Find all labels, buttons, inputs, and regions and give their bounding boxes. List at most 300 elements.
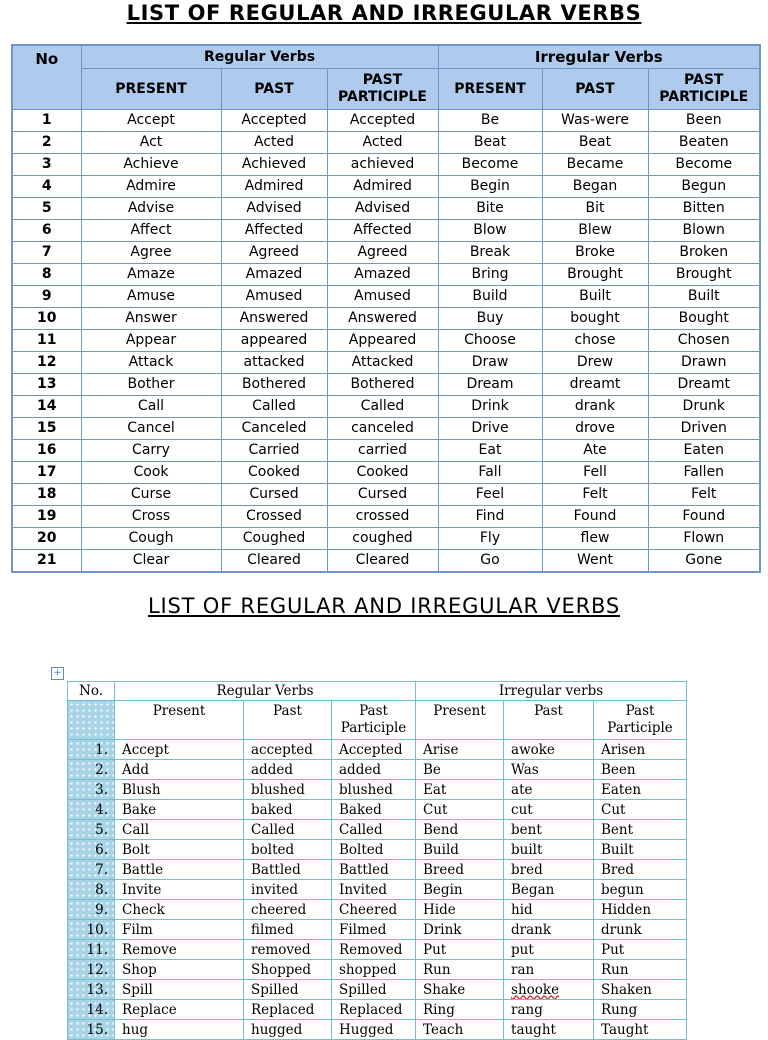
table-cell: begun — [594, 880, 687, 900]
table-cell: Was-were — [542, 110, 648, 132]
table-cell: Accepted — [332, 740, 416, 760]
table-cell: drunk — [594, 920, 687, 940]
table-row — [68, 920, 687, 940]
table-cell: Arisen — [594, 740, 687, 760]
table-cell: Bought — [648, 308, 760, 330]
table-cell: Filmed — [332, 920, 416, 940]
table-cell: built — [504, 840, 594, 860]
table-cell: Hidden — [594, 900, 687, 920]
table-row — [12, 352, 760, 374]
table-cell: Found — [648, 506, 760, 528]
table-row — [12, 330, 760, 352]
table-row — [68, 980, 687, 1000]
row-number: 20 — [12, 528, 81, 550]
table-cell: Shopped — [244, 960, 332, 980]
table-cell: Cook — [81, 462, 221, 484]
table-cell: cheered — [244, 900, 332, 920]
table-cell: ran — [504, 960, 594, 980]
table-cell: Bothered — [327, 374, 438, 396]
table-cell: Advised — [327, 198, 438, 220]
table-cell: Brought — [648, 264, 760, 286]
table-cell: Admired — [221, 176, 327, 198]
table-cell: Cooked — [221, 462, 327, 484]
table-cell: Shaken — [594, 980, 687, 1000]
table-cell: blushed — [332, 780, 416, 800]
table-cell: Cancel — [81, 418, 221, 440]
table-cell: Accepted — [221, 110, 327, 132]
table-cell: awoke — [504, 740, 594, 760]
table-row — [12, 264, 760, 286]
table-cell: Attack — [81, 352, 221, 374]
row-number: 6. — [68, 840, 115, 860]
table-cell: Cut — [416, 800, 504, 820]
table-cell: Went — [542, 550, 648, 573]
irregular-verbs-header: Irregular Verbs — [438, 45, 760, 69]
row-number: 17 — [12, 462, 81, 484]
column-header: PRESENT — [438, 69, 542, 110]
table-cell: Became — [542, 154, 648, 176]
row-number: 4 — [12, 176, 81, 198]
table-cell: Blush — [115, 780, 244, 800]
row-number: 8. — [68, 880, 115, 900]
table-cell: Affected — [327, 220, 438, 242]
table-cell: Amazed — [221, 264, 327, 286]
table-cell: Bolt — [115, 840, 244, 860]
table-cell: Drawn — [648, 352, 760, 374]
table-cell: Draw — [438, 352, 542, 374]
table-cell: Canceled — [221, 418, 327, 440]
table-cell: crossed — [327, 506, 438, 528]
table-cell: Become — [648, 154, 760, 176]
table-row — [68, 860, 687, 880]
table-cell: Replaced — [244, 1000, 332, 1020]
table-cell: Agree — [81, 242, 221, 264]
table-cell: Answer — [81, 308, 221, 330]
row-number: 18 — [12, 484, 81, 506]
row-number: 15. — [68, 1020, 115, 1040]
table-row — [68, 960, 687, 980]
row-number: 21 — [12, 550, 81, 573]
table-cell: taught — [504, 1020, 594, 1040]
row-number: 16 — [12, 440, 81, 462]
table-cell: Beaten — [648, 132, 760, 154]
table-cell: canceled — [327, 418, 438, 440]
row-number: 12. — [68, 960, 115, 980]
table-cell: put — [504, 940, 594, 960]
table-row — [68, 880, 687, 900]
row-number: 13. — [68, 980, 115, 1000]
table-row — [12, 110, 760, 132]
table-cell: Built — [648, 286, 760, 308]
table-cell: dreamt — [542, 374, 648, 396]
table-cell: drove — [542, 418, 648, 440]
table-cell: Act — [81, 132, 221, 154]
table-cell: Called — [327, 396, 438, 418]
table-cell: Spilled — [244, 980, 332, 1000]
table-cell: hid — [504, 900, 594, 920]
row-number: 1 — [12, 110, 81, 132]
row-number: 4. — [68, 800, 115, 820]
table-cell: Eat — [416, 780, 504, 800]
table-cell: Driven — [648, 418, 760, 440]
table-cell: Fall — [438, 462, 542, 484]
table-cell: Replace — [115, 1000, 244, 1020]
table-cell: Removed — [332, 940, 416, 960]
table-cell: Drink — [438, 396, 542, 418]
table-cell: Dream — [438, 374, 542, 396]
table-cell: Be — [438, 110, 542, 132]
table-cell: Built — [594, 840, 687, 860]
table-cell: Check — [115, 900, 244, 920]
table-cell: Put — [594, 940, 687, 960]
table-cell: Achieve — [81, 154, 221, 176]
regular-verbs-header: Regular Verbs — [115, 682, 416, 701]
table-cell: Been — [594, 760, 687, 780]
table-cell: Accepted — [327, 110, 438, 132]
row-number: 1. — [68, 740, 115, 760]
table-row — [12, 132, 760, 154]
table-cell: Begin — [416, 880, 504, 900]
table-cell: Admired — [327, 176, 438, 198]
table-cell: Drink — [416, 920, 504, 940]
table-cell: Amazed — [327, 264, 438, 286]
table-row — [12, 506, 760, 528]
table-cell: Begin — [438, 176, 542, 198]
table-cell: Invited — [332, 880, 416, 900]
table-cell: Bend — [416, 820, 504, 840]
table-cell: chose — [542, 330, 648, 352]
table-cell: bolted — [244, 840, 332, 860]
table-cell: Hugged — [332, 1020, 416, 1040]
no-column-blank — [68, 701, 115, 740]
table-cell: Flown — [648, 528, 760, 550]
table-cell: Began — [542, 176, 648, 198]
table-cell: Chosen — [648, 330, 760, 352]
row-number: 8 — [12, 264, 81, 286]
table-cell: shopped — [332, 960, 416, 980]
table-cell: Battled — [332, 860, 416, 880]
table-cell: Began — [504, 880, 594, 900]
table-cell: bought — [542, 308, 648, 330]
table-cell: Called — [244, 820, 332, 840]
column-header: Past Participle — [594, 701, 687, 740]
table-cell: Was — [504, 760, 594, 780]
table-cell: Replaced — [332, 1000, 416, 1020]
table-cell: Cross — [81, 506, 221, 528]
table-cell: coughed — [327, 528, 438, 550]
table-row — [68, 900, 687, 920]
table-cell: bent — [504, 820, 594, 840]
table-cell: ate — [504, 780, 594, 800]
table-cell: Spilled — [332, 980, 416, 1000]
table-cell: Coughed — [221, 528, 327, 550]
row-number: 7. — [68, 860, 115, 880]
table-cell: Been — [648, 110, 760, 132]
table-cell: Eat — [438, 440, 542, 462]
table-cell: Film — [115, 920, 244, 940]
column-header: PAST PARTICIPLE — [327, 69, 438, 110]
table-cell: Build — [438, 286, 542, 308]
table-cell: Beat — [438, 132, 542, 154]
table-row — [68, 800, 687, 820]
table-cell: Fell — [542, 462, 648, 484]
table-cell: Become — [438, 154, 542, 176]
table-cell: Beat — [542, 132, 648, 154]
table-cell: Feel — [438, 484, 542, 506]
table-cell: Curse — [81, 484, 221, 506]
no-column-header: No. — [68, 682, 115, 701]
table-cell: Battled — [244, 860, 332, 880]
row-number: 10. — [68, 920, 115, 940]
table-row — [12, 550, 760, 573]
table-cell: Amaze — [81, 264, 221, 286]
table-cell: Accept — [115, 740, 244, 760]
row-number: 2 — [12, 132, 81, 154]
table-cell: Battle — [115, 860, 244, 880]
row-number: 5 — [12, 198, 81, 220]
table-cell: Bolted — [332, 840, 416, 860]
table-row — [12, 396, 760, 418]
table-row — [12, 154, 760, 176]
row-number: 19 — [12, 506, 81, 528]
table-row — [12, 286, 760, 308]
table-cell: baked — [244, 800, 332, 820]
table-cell: Amused — [327, 286, 438, 308]
verbs-table-2 — [67, 681, 687, 1040]
table-cell: Cursed — [327, 484, 438, 506]
table-cell: carried — [327, 440, 438, 462]
table-cell: drank — [542, 396, 648, 418]
table-cell: Run — [416, 960, 504, 980]
table-cell: Break — [438, 242, 542, 264]
row-number: 6 — [12, 220, 81, 242]
table-cell: Agreed — [221, 242, 327, 264]
table-row — [68, 940, 687, 960]
column-header: Present — [416, 701, 504, 740]
column-header: Past — [244, 701, 332, 740]
table-cell: Advise — [81, 198, 221, 220]
table-cell: Affect — [81, 220, 221, 242]
table-cell: Bred — [594, 860, 687, 880]
table-cell: blushed — [244, 780, 332, 800]
table-cell: Drew — [542, 352, 648, 374]
table-cell: drank — [504, 920, 594, 940]
table-cell: Agreed — [327, 242, 438, 264]
table-cell: accepted — [244, 740, 332, 760]
table-row — [12, 462, 760, 484]
table-row — [68, 1020, 687, 1040]
table-cell: Cursed — [221, 484, 327, 506]
table-cell: Fallen — [648, 462, 760, 484]
table-cell: Gone — [648, 550, 760, 573]
column-header: PAST PARTICIPLE — [648, 69, 760, 110]
table-cell: Crossed — [221, 506, 327, 528]
row-number: 15 — [12, 418, 81, 440]
table-cell: Remove — [115, 940, 244, 960]
table-cell: Hide — [416, 900, 504, 920]
table-cell: Drive — [438, 418, 542, 440]
table-cell: Called — [221, 396, 327, 418]
table-row — [12, 308, 760, 330]
section-title: LIST OF REGULAR AND IRREGULAR VERBS — [148, 594, 620, 618]
table-cell: Acted — [327, 132, 438, 154]
table-cell: Amuse — [81, 286, 221, 308]
column-header: Past — [504, 701, 594, 740]
table-cell: Bent — [594, 820, 687, 840]
table-cell: Fly — [438, 528, 542, 550]
table-cell: Broken — [648, 242, 760, 264]
table-row — [12, 176, 760, 198]
table-cell: removed — [244, 940, 332, 960]
table-cell: Cleared — [221, 550, 327, 573]
table-cell: Add — [115, 760, 244, 780]
table-cell: Achieved — [221, 154, 327, 176]
page-title: LIST OF REGULAR AND IRREGULAR VERBS — [126, 1, 642, 25]
table-cell: Ate — [542, 440, 648, 462]
table-row — [68, 780, 687, 800]
row-number: 10 — [12, 308, 81, 330]
table-cell: Taught — [594, 1020, 687, 1040]
table-row — [68, 1000, 687, 1020]
regular-verbs-header: Regular Verbs — [81, 45, 438, 69]
table-cell: appeared — [221, 330, 327, 352]
table-cell: Dreamt — [648, 374, 760, 396]
table-cell: Broke — [542, 242, 648, 264]
table-cell: Bitten — [648, 198, 760, 220]
table-cell: Cut — [594, 800, 687, 820]
row-number: 14. — [68, 1000, 115, 1020]
column-header: Present — [115, 701, 244, 740]
table-cell: Admire — [81, 176, 221, 198]
table-cell: Run — [594, 960, 687, 980]
row-number: 9 — [12, 286, 81, 308]
table-cell: Put — [416, 940, 504, 960]
table-cell: cut — [504, 800, 594, 820]
table-cell: Appeared — [327, 330, 438, 352]
table-cell: Blown — [648, 220, 760, 242]
column-header: PAST — [542, 69, 648, 110]
column-header: PRESENT — [81, 69, 221, 110]
table-cell: achieved — [327, 154, 438, 176]
table-row — [12, 374, 760, 396]
table-cell: Go — [438, 550, 542, 573]
row-number: 3. — [68, 780, 115, 800]
table-row — [68, 840, 687, 860]
column-header: Past Participle — [332, 701, 416, 740]
row-number: 11 — [12, 330, 81, 352]
table-cell: Call — [81, 396, 221, 418]
table-cell: Cough — [81, 528, 221, 550]
table-cell: Blew — [542, 220, 648, 242]
row-number: 12 — [12, 352, 81, 374]
table-cell: Find — [438, 506, 542, 528]
table-cell: Breed — [416, 860, 504, 880]
table-cell: Accept — [81, 110, 221, 132]
table-cell: Shop — [115, 960, 244, 980]
table-cell: Build — [416, 840, 504, 860]
table-cell: Cheered — [332, 900, 416, 920]
table-cell: invited — [244, 880, 332, 900]
table-cell: Be — [416, 760, 504, 780]
table-cell: Amused — [221, 286, 327, 308]
table-cell: Built — [542, 286, 648, 308]
table-row — [12, 528, 760, 550]
table-cell: Found — [542, 506, 648, 528]
table-cell: added — [332, 760, 416, 780]
table-cell: Appear — [81, 330, 221, 352]
table-cell: Spill — [115, 980, 244, 1000]
table-cell: Baked — [332, 800, 416, 820]
table-cell: Felt — [542, 484, 648, 506]
row-number: 9. — [68, 900, 115, 920]
table-cell: Clear — [81, 550, 221, 573]
table-cell: bred — [504, 860, 594, 880]
table-row — [12, 484, 760, 506]
table-cell: Cooked — [327, 462, 438, 484]
table-cell: Rung — [594, 1000, 687, 1020]
table-cell: shooke — [504, 980, 594, 1000]
table-cell: Drunk — [648, 396, 760, 418]
irregular-verbs-header: Irregular verbs — [416, 682, 687, 701]
table-cell: attacked — [221, 352, 327, 374]
table-cell: Bothered — [221, 374, 327, 396]
table-cell: Eaten — [648, 440, 760, 462]
table-move-handle-icon[interactable]: + — [51, 667, 64, 680]
table-cell: Carry — [81, 440, 221, 462]
table-cell: Attacked — [327, 352, 438, 374]
table-cell: Brought — [542, 264, 648, 286]
table-cell: flew — [542, 528, 648, 550]
table-cell: Called — [332, 820, 416, 840]
table-cell: Bother — [81, 374, 221, 396]
table-cell: Blow — [438, 220, 542, 242]
table-cell: rang — [504, 1000, 594, 1020]
table-cell: Bit — [542, 198, 648, 220]
table-row — [68, 760, 687, 780]
table-cell: Shake — [416, 980, 504, 1000]
table-row — [12, 220, 760, 242]
table-row — [68, 820, 687, 840]
table-cell: Eaten — [594, 780, 687, 800]
table-cell: added — [244, 760, 332, 780]
table-cell: Begun — [648, 176, 760, 198]
table-cell: Arise — [416, 740, 504, 760]
table-cell: Bake — [115, 800, 244, 820]
table-cell: Teach — [416, 1020, 504, 1040]
table-cell: hug — [115, 1020, 244, 1040]
table-cell: Carried — [221, 440, 327, 462]
table-cell: Acted — [221, 132, 327, 154]
table-cell: Bite — [438, 198, 542, 220]
table-cell: Cleared — [327, 550, 438, 573]
table-cell: Bring — [438, 264, 542, 286]
column-header: PAST — [221, 69, 327, 110]
table-cell: Buy — [438, 308, 542, 330]
table-cell: filmed — [244, 920, 332, 940]
row-number: 5. — [68, 820, 115, 840]
table-row — [68, 740, 687, 760]
verbs-table-1 — [11, 44, 761, 573]
table-cell: Answered — [327, 308, 438, 330]
row-number: 7 — [12, 242, 81, 264]
table-row — [12, 440, 760, 462]
table-cell: Felt — [648, 484, 760, 506]
table-cell: Call — [115, 820, 244, 840]
table-row — [12, 198, 760, 220]
table-row — [12, 242, 760, 264]
table-row — [12, 418, 760, 440]
table-cell: Ring — [416, 1000, 504, 1020]
